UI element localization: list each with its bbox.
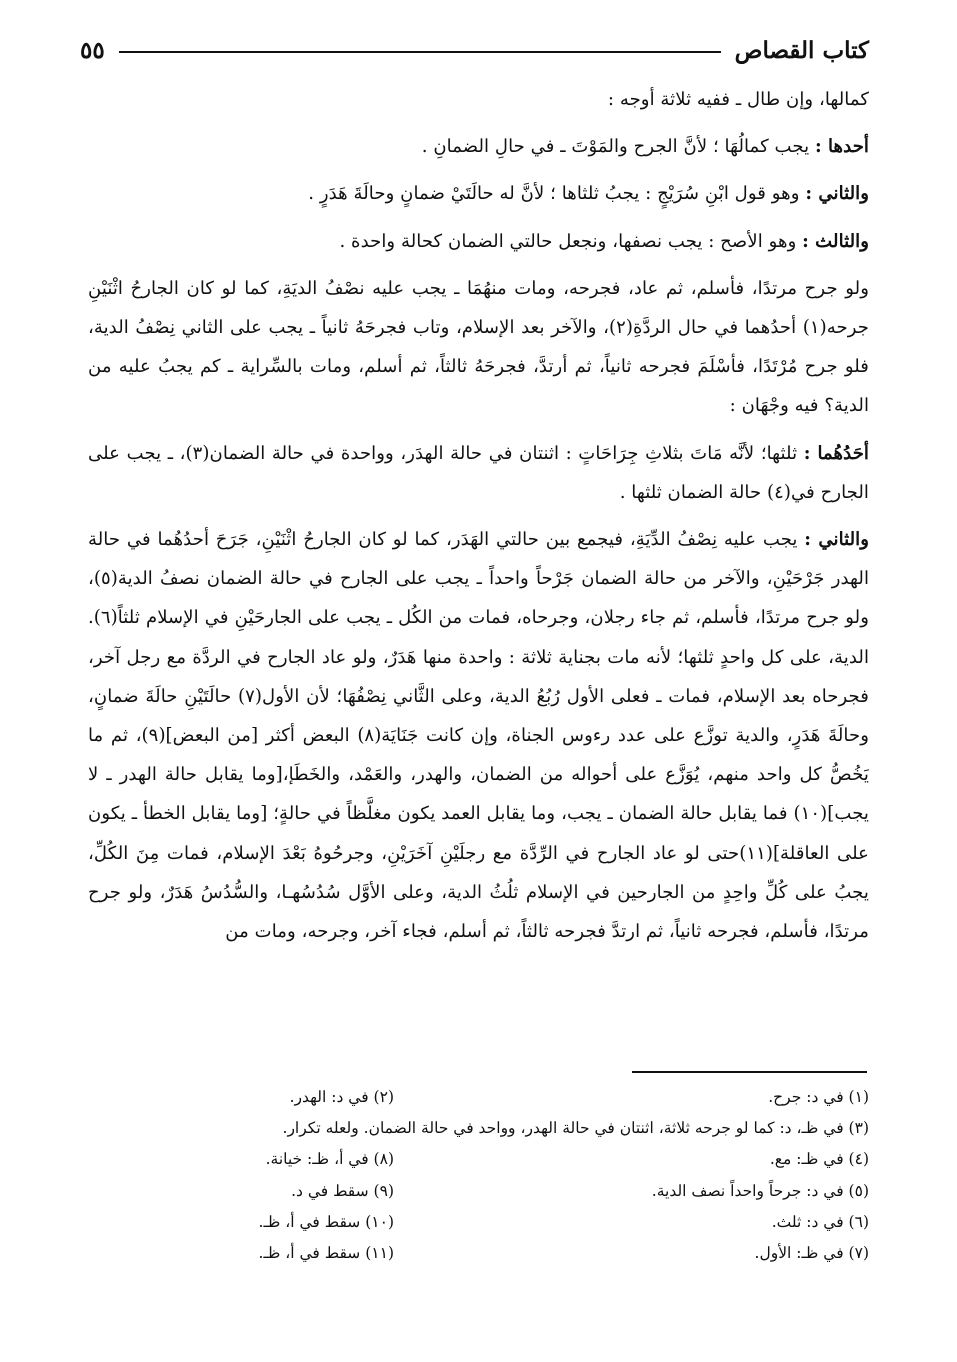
footnote-9: (٩) سقط في د. bbox=[291, 1181, 394, 1200]
header-rule bbox=[119, 51, 721, 53]
footnote-row bbox=[88, 1144, 869, 1175]
paragraph-first-view bbox=[88, 127, 869, 166]
footnote-3: (٣) في ظـ، د: كما لو جرحه ثلاثة، اثنتان في حالة الهدر، وواحد في حالة الضمان. ولعله تكرار. bbox=[282, 1119, 869, 1138]
footnote-1: (١) في د: جرح. bbox=[768, 1088, 869, 1106]
paragraph-one-of-two bbox=[88, 434, 869, 512]
footnotes bbox=[88, 1082, 869, 1269]
paragraph-second-of-two bbox=[88, 520, 869, 951]
footnote-row bbox=[88, 1176, 869, 1207]
paragraph-apostate-case: ولو جرح مرتدًا، فأسلم، ثم عاد، فجرحه، ومات منهُمَا ـ يجب عليه نصْفُ الديَةِ، كما لو كان الجارحُ اثْنَيْنِ جرحه(١) أحدُهما في حال الردَّةِ(٢)، والآخر بعد الإسلام، وتاب فجرحَهُ ثانياً ـ يجب على الثاني نِصْفُ الدية، فلو جرح مُرْتَدًا، فأسْلَمَ فجرحه ثانياً، ثم أرتدَّ، فجرحَهُ ثالثاً، ثم أسلم، ومات بالسِّراية ـ كم يجبُ عليه من الدية؟ فيه وجْهَان : bbox=[88, 277, 869, 417]
chapter-title: كتاب القصاص bbox=[734, 36, 869, 64]
footnote-11: (١١) سقط في أ، ظـ. bbox=[258, 1244, 394, 1263]
third-view-text: وهو الأصح : يجب نصفها، ونجعل حالتي الضمان كحالة واحدة . bbox=[339, 230, 803, 252]
footnote-row bbox=[88, 1238, 869, 1269]
second-of-two-label: والثاني : bbox=[804, 529, 869, 551]
first-view-label: أحدها : bbox=[814, 136, 869, 158]
footnote-2: (٢) في د: الهدر. bbox=[289, 1088, 394, 1106]
page-number: ٥٥ bbox=[80, 36, 105, 64]
paragraph-third-view bbox=[88, 222, 869, 261]
footnote-4: (٤) في ظـ: مع. bbox=[769, 1150, 869, 1169]
running-header bbox=[80, 30, 869, 70]
footnote-10: (١٠) سقط في أ، ظـ. bbox=[258, 1212, 394, 1231]
second-view-label: والثاني : bbox=[805, 183, 869, 205]
footnote-5: (٥) في د: جرحاً واحداً نصف الدية. bbox=[651, 1181, 869, 1200]
paragraph-intro: كمالها، وإن طال ـ ففيه ثلاثة أوجه : bbox=[607, 89, 869, 110]
second-of-two-text: يجب عليه نِصْفُ الدِّيَةِ، فيجمع بين حالتي الهَدَر، كما لو كان الجارحُ اثْنَيْنِ، جَرَحَ أحدُهُما في حالة الهدر جَرْحَيْنِ، والآخر من حالة الضمان جَرْحاً واحداً ـ يجب على الجارح في حالة الضمان نصفُ الدية(٥)، ولو جرح مرتدًا، فأسلم، ثم جاء رجلان، وجرحاه، فمات من الكُل ـ يجب على الجارحَيْنِ في الإسلام ثلثاً(٦). الدية، على كل واحدٍ ثلثها؛ لأنه مات بجناية ثلاثة : واحدة منها هَدَرٌ، ولو عاد الجارح في الردَّة مع رجل آخر، فجرحاه بعد الإسلام، فمات ـ فعلى الأول رُبُعُ الدية، وعلى الثَّاني نِصْفُهَا؛ لأن الأول(٧) حالَتَيْنِ حالَةَ ضمانٍ، وحالَةَ هَدَرٍ، والدية توزَّع على عدد رءوس الجناة، وإن كانت جَنَايَة(٨) البعض أكثر [من البعض](٩)، ثم ما يَخُصُّ كل واحد منهم، يُوَزَّع على أحواله من الضمان، والهدر، والعَمْد، والخَطَإ،[وما يقابل حالة الهدر ـ لا يجب](١٠) فما يقابل حالة الضمان ـ يجب، وما يقابل العمد يكون مغلَّظاً في حالةٍ؛ [وما يقابل الخطأ ـ يكون على العاقلة](١١)حتى لو عاد الجارح في الرِّدَّة مع رجلَيْنِ آخَرَيْنِ، وجرحُوهُ بَعْدَ الإسلام، فمات مِنَ الكُلِّ، يجبُ على كُلِّ واحِدٍ من الجارحين في الإسلام ثلُثُ الدية، وعلى الأوَّل سُدُسُهـا، والسُّدُسُ هَدَرٌ، ولو جرح مرتدًا، فأسلم، فجرحه ثانياً، ثم ارتدَّ فجرحه ثالثاً، ثم أسلم، فجاء آخر، وجرحه، ومات من bbox=[88, 529, 870, 943]
footnote-8: (٨) في أ، ظـ: خيانة. bbox=[265, 1150, 394, 1169]
one-of-two-text: ثلثها؛ لأنَّه مَاتَ بثلاثِ جِرَاحَاتٍ : اثنتان في حالة الهدَر، وواحدة في حالة الضمان(٣)، ـ يجب على الجارح في(٤) حالة الضمان ثلثها . bbox=[88, 442, 869, 503]
footnote-7: (٧) في ظـ: الأول. bbox=[754, 1244, 869, 1263]
first-view-text: يجب كمالُهَا ؛ لأنَّ الجرح والمَوْتَ ـ في حالِ الضمانِ . bbox=[421, 136, 815, 158]
footnote-row bbox=[88, 1082, 869, 1113]
footnote-6: (٦) في د: ثلث. bbox=[771, 1212, 869, 1231]
main-text bbox=[88, 80, 869, 957]
second-view-text: وهو قول ابْنِ سُرَيْجٍ : يجبُ ثلثاها ؛ لأنَّ له حالَتَيْ ضمانٍ وحالَةَ هَدَرٍ . bbox=[308, 183, 806, 205]
paragraph-second-view bbox=[88, 174, 869, 213]
footnote-row bbox=[88, 1207, 869, 1238]
third-view-label: والثالث : bbox=[802, 230, 869, 252]
one-of-two-label: أحَدُهُما : bbox=[803, 442, 869, 464]
footnote-separator bbox=[632, 1071, 867, 1073]
